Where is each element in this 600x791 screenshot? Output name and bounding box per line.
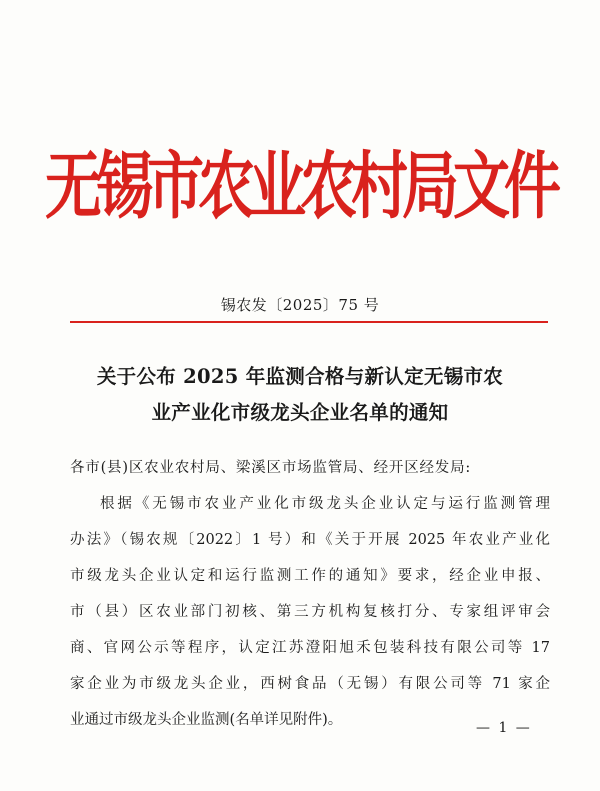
red-divider-line	[70, 321, 548, 323]
body-line: 市级龙头企业认定和运行监测工作的通知》要求，经企业申报、	[70, 568, 550, 584]
addressee-line: 各市(县)区农业农村局、梁溪区市场监管局、经开区经发局:	[70, 460, 472, 476]
document-masthead: 无锡市农业农村局文件	[45, 143, 555, 230]
page-number: — 1 —	[476, 720, 532, 736]
title-line-2: 业产业化市级龙头企业名单的通知	[151, 401, 449, 424]
body-line: 办法》（锡农规〔2022〕1 号）和《关于开展 2025 年农业产业化	[70, 532, 550, 548]
body-line: 家企业为市级龙头企业，西树食品（无锡）有限公司等 71 家企	[70, 676, 550, 692]
body-line: 根据《无锡市农业产业化市级龙头企业认定与运行监测管理	[100, 496, 550, 512]
body-line: 市（县）区农业部门初核、第三方机构复核打分、专家组评审会	[70, 604, 550, 620]
body-paragraph	[70, 486, 550, 738]
document-title	[62, 359, 538, 431]
title-line-1: 关于公布 2025 年监测合格与新认定无锡市农	[96, 365, 504, 388]
body-line: 业通过市级龙头企业监测(名单详见附件)。	[70, 712, 343, 728]
body-line: 商、官网公示等程序，认定江苏澄阳旭禾包装科技有限公司等 17	[70, 640, 550, 656]
document-number: 锡农发〔2025〕75 号	[220, 296, 380, 314]
